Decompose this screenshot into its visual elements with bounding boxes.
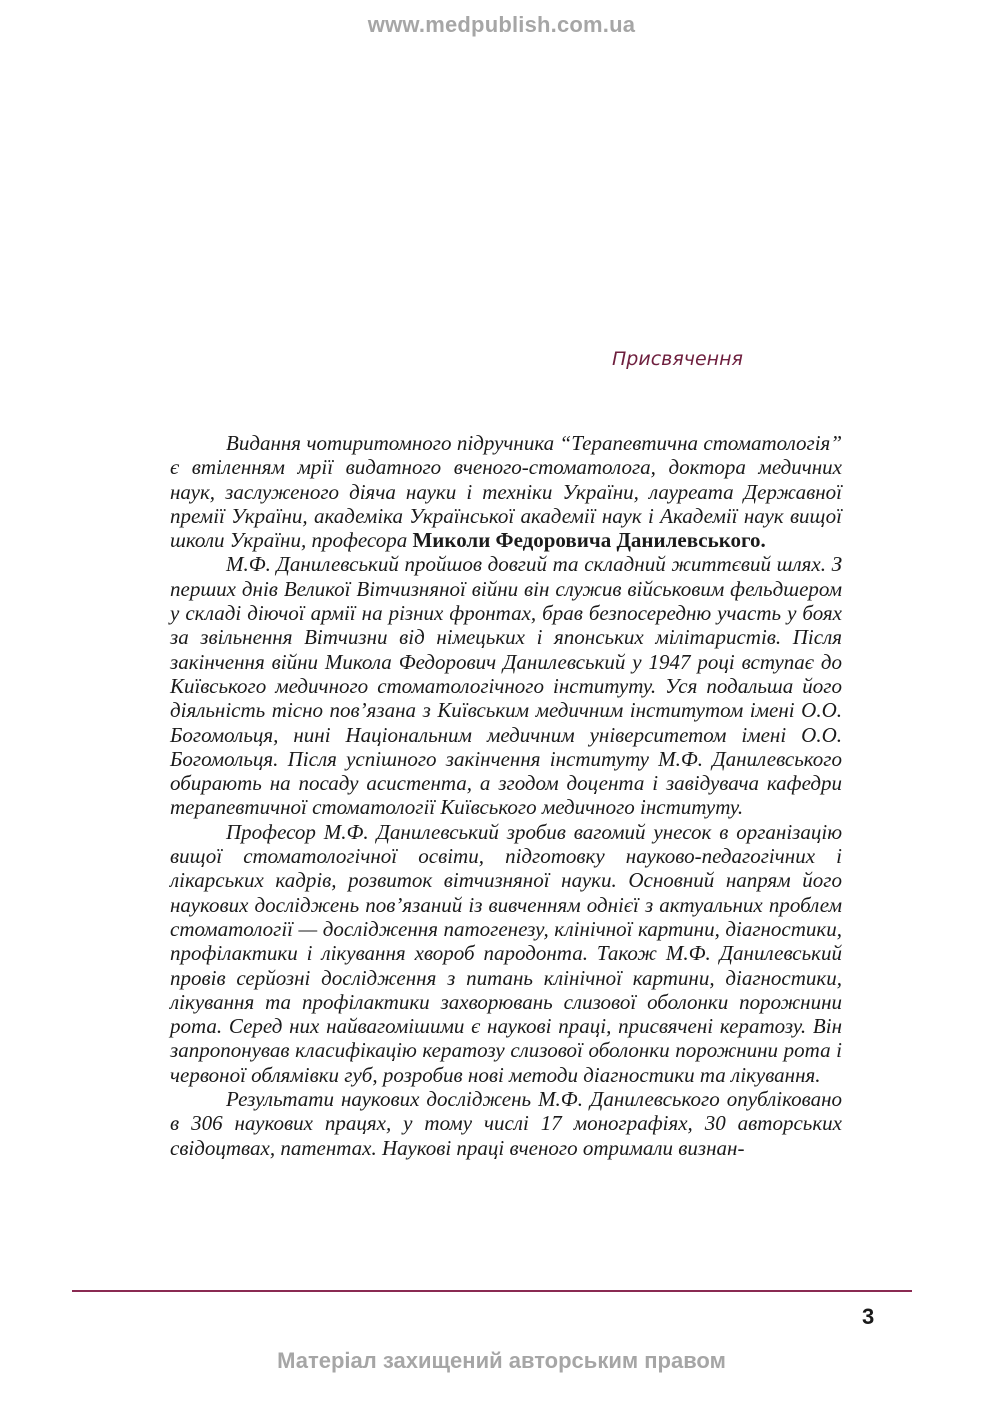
dedication-body [170, 431, 842, 1160]
paragraph-text: Видання чотиритомного підручника “Терапевтична стоматологія” є втіленням мрії видатного вченого-стоматолога, доктора медичних наук, заслуженого діяча науки і техніки України, лауреата Державної премії України, академіка Української академії наук і Академії наук вищої школи України, професора [170, 431, 842, 553]
watermark-bottom: Матеріал захищений авторським правом [277, 1348, 726, 1373]
paragraph: Результати наукових досліджень М.Ф. Данилевського опубліковано в 306 наукових працях, у тому числі 17 монографіях, 30 авторських свідоцтвах, патентах. Наукові праці вченого отримали визнан- [170, 1087, 842, 1160]
watermark-top: www.medpublish.com.ua [367, 12, 636, 37]
paragraph: Професор М.Ф. Данилевський зробив вагомий унесок в організацію вищої стоматологічної освіти, підготовку науково-педагогічних і лікарських кадрів, розвиток вітчизняної науки. Основний напрям його наукових досліджень пов’язаний із вивченням однієї з актуальних проблем стоматології — дослідження патогенезу, клінічної картини, діагностики, профілактики і лікування хвороб пародонта. Також М.Ф. Данилевський провів серйозні дослідження з питань клінічної картини, діагностики, лікування та профілактики захворювань слизової оболонки порожнини рота. Серед них найвагомішими є наукові праці, присвячені кератозу. Він запропонував класифікацію кератозу слизової оболонки порожнини рота і червоної облямівки губ, розробив нові методи діагностики та лікування. [170, 819, 842, 1087]
paragraph [170, 431, 842, 552]
page-number: 3 [862, 1304, 875, 1329]
section-heading: Присвячення [612, 348, 743, 370]
paragraph: М.Ф. Данилевський пройшов довгий та складний життєвий шлях. З перших днів Великої Вітчизняної війни він служив військовим фельдшером у складі діючої армії на різних фронтах, брав безпосередню участь у боях за звільнення Вітчизни від німецьких і японських мілітаристів. Після закінчення війни Микола Федорович Данилевський у 1947 році вступає до Київського медичного стоматологічного інституту. Уся подальша його діяльність тісно пов’язана з Київським медичним інститутом імені О.О. Богомольця, нині Національним медичним університетом імені О.О. Богомольця. Після успішного закінчення інституту М.Ф. Данилевського обирають на посаду асистента, а згодом доцента і завідувача кафедри терапевтичної стоматології Київського медичного інституту. [170, 552, 842, 820]
footer-rule [72, 1290, 912, 1292]
honoree-name: Миколи Федоровича Данилевського. [412, 528, 766, 553]
